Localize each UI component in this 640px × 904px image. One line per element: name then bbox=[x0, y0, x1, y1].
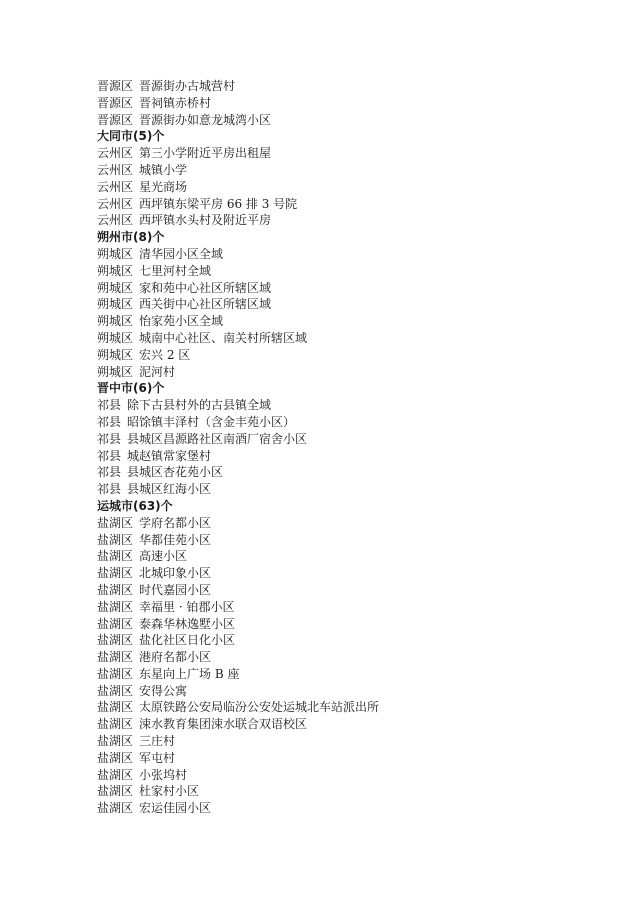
place-name: 军屯村 bbox=[139, 750, 176, 765]
place-name: 西关街中心社区所辖区域 bbox=[139, 297, 272, 312]
district-name: 朔城区 bbox=[97, 364, 134, 379]
district-name: 盐湖区 bbox=[97, 566, 134, 581]
list-item bbox=[97, 364, 617, 381]
district-name: 盐湖区 bbox=[97, 717, 134, 732]
list-item bbox=[97, 330, 617, 347]
district-name: 盐湖区 bbox=[97, 633, 134, 648]
district-name: 朔城区 bbox=[97, 280, 134, 295]
place-name: 涑水教育集团涑水联合双语校区 bbox=[139, 717, 308, 732]
district-name: 朔城区 bbox=[97, 314, 134, 329]
place-name: 小张坞村 bbox=[139, 767, 188, 782]
list-item bbox=[97, 296, 617, 313]
list-item bbox=[97, 767, 617, 784]
list-item bbox=[97, 699, 617, 716]
list-item bbox=[97, 78, 617, 95]
city-heading: 运城市(63)个 bbox=[97, 498, 173, 513]
place-name: 清华园小区全域 bbox=[139, 246, 224, 261]
district-name: 盐湖区 bbox=[97, 784, 134, 799]
list-item bbox=[97, 649, 617, 666]
place-name: 第三小学附近平房出租屋 bbox=[139, 146, 272, 161]
place-name: 县城区杏花苑小区 bbox=[127, 465, 224, 480]
place-name: 七里河村全域 bbox=[139, 263, 212, 278]
list-item bbox=[97, 95, 617, 112]
place-name: 家和苑中心社区所辖区域 bbox=[139, 280, 272, 295]
place-name: 北城印象小区 bbox=[139, 566, 212, 581]
list-item bbox=[97, 716, 617, 733]
list-item bbox=[97, 112, 617, 129]
place-name: 城赵镇常家堡村 bbox=[127, 448, 212, 463]
district-name: 祁县 bbox=[97, 465, 122, 480]
list-item bbox=[97, 565, 617, 582]
district-name: 盐湖区 bbox=[97, 532, 134, 547]
district-name: 云州区 bbox=[97, 162, 134, 177]
place-name: 港府名都小区 bbox=[139, 650, 212, 665]
city-heading: 朔州市(8)个 bbox=[97, 230, 165, 245]
district-name: 朔城区 bbox=[97, 330, 134, 345]
list-item bbox=[97, 515, 617, 532]
city-heading: 晋中市(6)个 bbox=[97, 381, 165, 396]
list-item bbox=[97, 616, 617, 633]
place-name: 昭馀镇丰泽村（含金丰苑小区） bbox=[127, 414, 296, 429]
district-name: 祁县 bbox=[97, 482, 122, 497]
place-name: 时代嘉园小区 bbox=[139, 582, 212, 597]
district-name: 云州区 bbox=[97, 213, 134, 228]
list-item bbox=[97, 414, 617, 431]
place-name: 晋祠镇赤桥村 bbox=[139, 95, 212, 110]
list-item bbox=[97, 313, 617, 330]
district-name: 盐湖区 bbox=[97, 582, 134, 597]
list-item bbox=[97, 733, 617, 750]
list-item bbox=[97, 632, 617, 649]
district-name: 祁县 bbox=[97, 448, 122, 463]
district-name: 盐湖区 bbox=[97, 599, 134, 614]
list-item bbox=[97, 481, 617, 498]
list-item bbox=[97, 397, 617, 414]
place-name: 星光商场 bbox=[139, 179, 188, 194]
district-name: 盐湖区 bbox=[97, 515, 134, 530]
list-item bbox=[97, 246, 617, 263]
place-name: 晋源街办古城营村 bbox=[139, 79, 236, 93]
place-name: 幸福里 · 铂郡小区 bbox=[139, 599, 235, 614]
document-body bbox=[97, 78, 617, 817]
place-name: 太原铁路公安局临汾公安处运城北车站派出所 bbox=[139, 700, 380, 715]
list-item bbox=[97, 179, 617, 196]
district-name: 朔城区 bbox=[97, 263, 134, 278]
list-item bbox=[97, 431, 617, 448]
list-item bbox=[97, 532, 617, 549]
place-name: 晋源街办如意龙城湾小区 bbox=[139, 112, 272, 127]
list-item bbox=[97, 783, 617, 800]
place-name: 高速小区 bbox=[139, 549, 188, 564]
district-name: 盐湖区 bbox=[97, 549, 134, 564]
district-name: 盐湖区 bbox=[97, 734, 134, 749]
place-name: 县城区红海小区 bbox=[127, 482, 212, 497]
district-name: 盐湖区 bbox=[97, 683, 134, 698]
list-item bbox=[97, 800, 617, 817]
list-item bbox=[97, 464, 617, 481]
place-name: 西坪镇水头村及附近平房 bbox=[139, 213, 272, 228]
district-name: 晋源区 bbox=[97, 112, 134, 127]
place-name: 盐化社区日化小区 bbox=[139, 633, 236, 648]
district-name: 祁县 bbox=[97, 398, 122, 413]
list-item bbox=[97, 666, 617, 683]
place-name: 县城区昌源路社区南酒厂宿舍小区 bbox=[127, 431, 308, 446]
list-item bbox=[97, 599, 617, 616]
list-item bbox=[97, 162, 617, 179]
place-name: 学府名都小区 bbox=[139, 515, 212, 530]
district-name: 盐湖区 bbox=[97, 666, 134, 681]
place-name: 泥河村 bbox=[139, 364, 176, 379]
place-name: 除下古县村外的古县镇全域 bbox=[127, 398, 272, 413]
place-name: 城镇小学 bbox=[139, 162, 188, 177]
place-name: 泰森华林逸墅小区 bbox=[139, 616, 236, 631]
city-heading: 大同市(5)个 bbox=[97, 129, 165, 144]
place-name: 杜家村小区 bbox=[139, 784, 200, 799]
list-item bbox=[97, 548, 617, 565]
district-name: 朔城区 bbox=[97, 246, 134, 261]
district-name: 盐湖区 bbox=[97, 650, 134, 665]
list-item bbox=[97, 683, 617, 700]
district-name: 祁县 bbox=[97, 431, 122, 446]
place-name: 三庄村 bbox=[139, 734, 176, 749]
district-name: 云州区 bbox=[97, 179, 134, 194]
place-name: 东星向上广场 B 座 bbox=[139, 666, 240, 681]
place-name: 安得公寓 bbox=[139, 683, 188, 698]
district-name: 盐湖区 bbox=[97, 616, 134, 631]
district-name: 盐湖区 bbox=[97, 767, 134, 782]
place-name: 华都佳苑小区 bbox=[139, 532, 212, 547]
district-name: 朔城区 bbox=[97, 297, 134, 312]
district-name: 盐湖区 bbox=[97, 750, 134, 765]
place-name: 宏运佳园小区 bbox=[139, 801, 212, 816]
list-item bbox=[97, 582, 617, 599]
list-item bbox=[97, 347, 617, 364]
list-item bbox=[97, 263, 617, 280]
place-name: 宏兴 2 区 bbox=[139, 347, 191, 362]
place-name: 城南中心社区、南关村所辖区域 bbox=[139, 330, 308, 345]
district-name: 云州区 bbox=[97, 146, 134, 161]
district-name: 朔城区 bbox=[97, 347, 134, 362]
district-name: 盐湖区 bbox=[97, 801, 134, 816]
district-name: 云州区 bbox=[97, 196, 134, 211]
list-item bbox=[97, 448, 617, 465]
list-item bbox=[97, 280, 617, 297]
place-name: 西坪镇东梁平房 66 排 3 号院 bbox=[139, 196, 298, 211]
district-name: 晋源区 bbox=[97, 95, 134, 110]
list-item bbox=[97, 750, 617, 767]
district-name: 盐湖区 bbox=[97, 700, 134, 715]
list-item bbox=[97, 212, 617, 229]
place-name: 怡家苑小区全域 bbox=[139, 314, 224, 329]
list-item bbox=[97, 196, 617, 213]
district-name: 晋源区 bbox=[97, 79, 134, 93]
district-name: 祁县 bbox=[97, 414, 122, 429]
list-item bbox=[97, 145, 617, 162]
